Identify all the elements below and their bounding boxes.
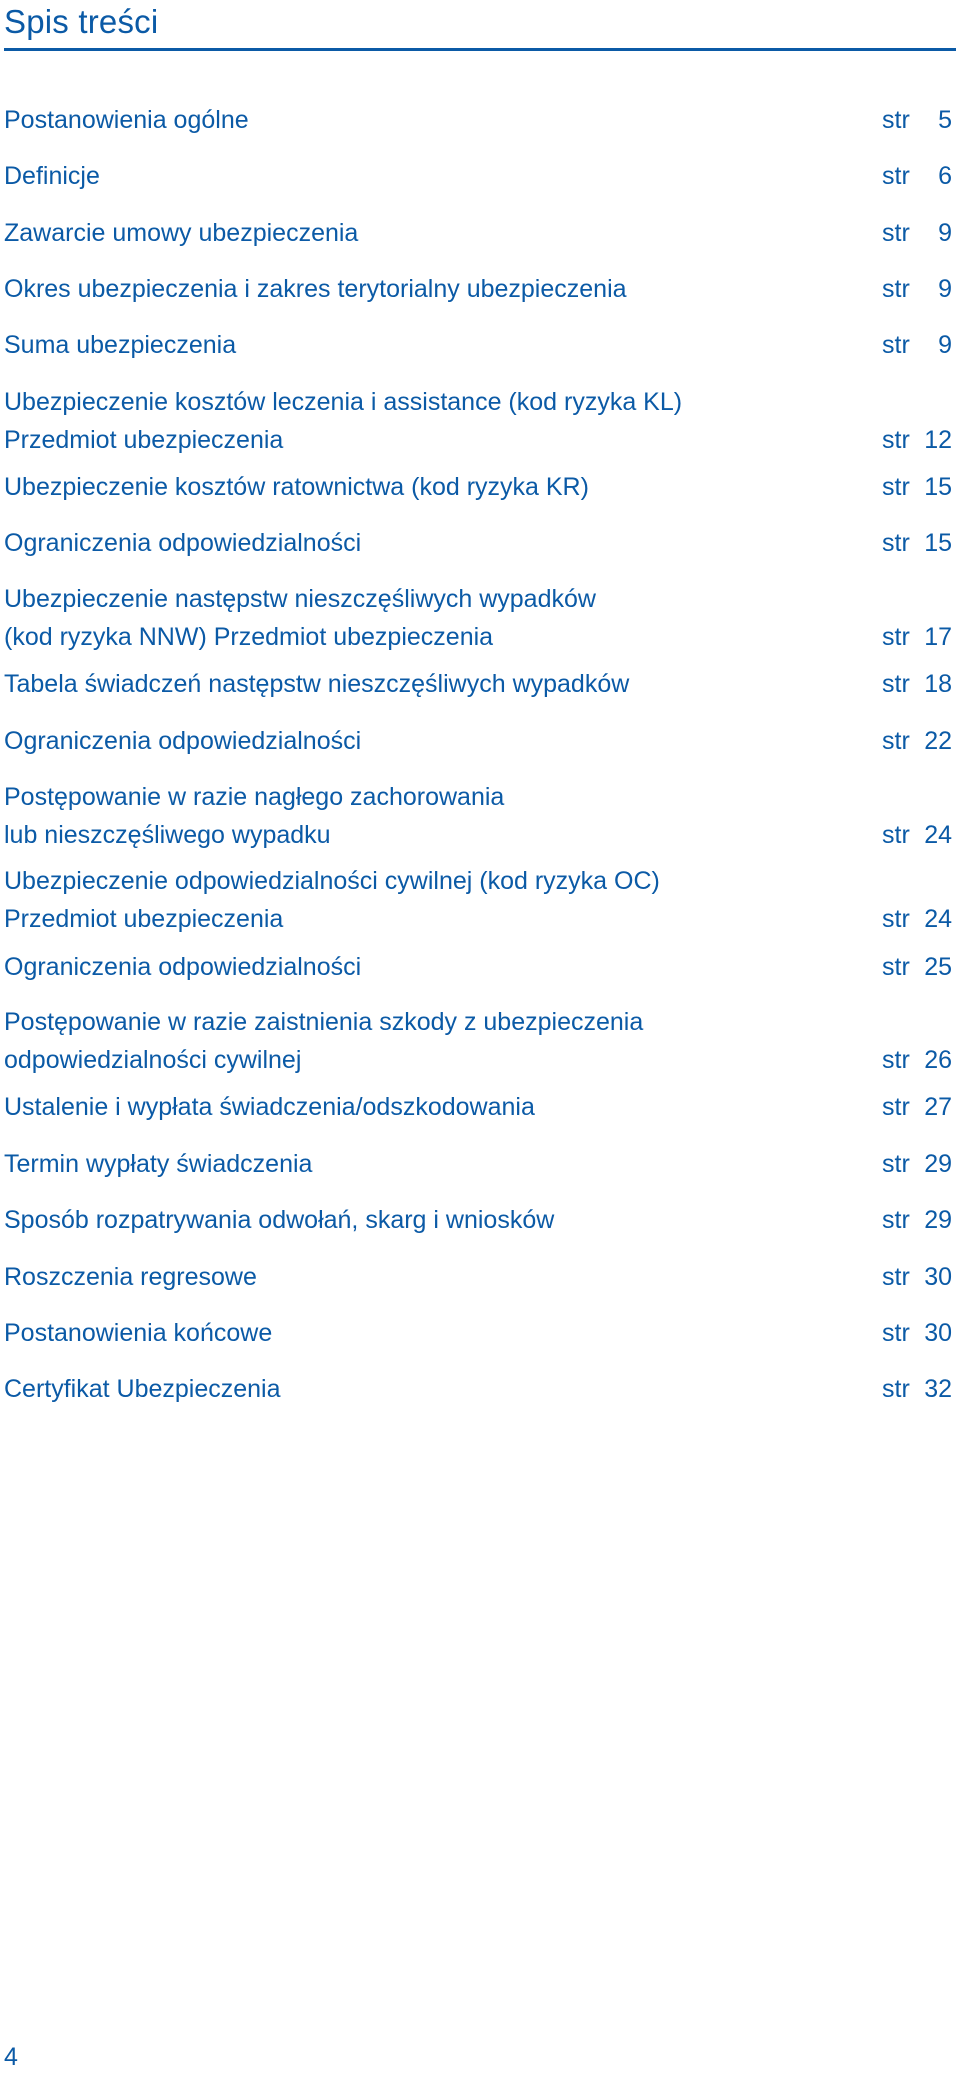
- toc-entry-page: [882, 1041, 952, 1079]
- toc-entry-page: [882, 1314, 952, 1352]
- page-reference-number: 18: [924, 670, 952, 698]
- toc-entry-page: [882, 101, 952, 139]
- toc-entry-title-line: odpowiedzialności cywilnej: [4, 1046, 302, 1074]
- toc-entry-title: [4, 1201, 554, 1239]
- page-reference-number: 22: [924, 727, 952, 755]
- page-reference-number: 30: [924, 1319, 952, 1347]
- toc-entry[interactable]: [4, 665, 952, 703]
- toc-entry-title: [4, 1370, 281, 1408]
- toc-entry[interactable]: [4, 214, 952, 252]
- toc-entry[interactable]: [4, 948, 952, 986]
- page-label: str: [882, 1046, 910, 1074]
- toc-entry-title-line: Ubezpieczenie kosztów ratownictwa (kod ryzyka KR): [4, 473, 589, 501]
- page-label: str: [882, 1150, 910, 1178]
- toc-entry[interactable]: [4, 157, 952, 195]
- toc-entry-page: [882, 1258, 952, 1296]
- toc-entry[interactable]: [4, 383, 952, 459]
- page-label: str: [882, 1263, 910, 1291]
- toc-entry[interactable]: [4, 1314, 952, 1352]
- toc-entry-page: [882, 722, 952, 760]
- toc-entry-page: [882, 1145, 952, 1183]
- page-label: str: [882, 1093, 910, 1121]
- page-label: str: [882, 1319, 910, 1347]
- toc-entry[interactable]: [4, 1003, 952, 1079]
- toc-entry[interactable]: [4, 326, 952, 364]
- page-label: str: [882, 953, 910, 981]
- toc-entry-title-line: Postanowienia ogólne: [4, 106, 249, 134]
- toc-entry-title: [4, 383, 682, 459]
- toc-entry-title-line: Postępowanie w razie zaistnienia szkody z ubezpieczenia: [4, 1008, 644, 1036]
- page-reference-number: 15: [924, 473, 952, 501]
- toc-entry-title: [4, 270, 627, 308]
- page-reference-number: 6: [938, 162, 952, 190]
- page-reference-number: 15: [924, 529, 952, 557]
- toc-entry-title-line: Zawarcie umowy ubezpieczenia: [4, 219, 359, 247]
- page-reference-number: 9: [938, 275, 952, 303]
- toc-entry-title-line: Postanowienia końcowe: [4, 1319, 273, 1347]
- toc-entry-page: [882, 524, 952, 562]
- toc-entry-page: [882, 948, 952, 986]
- page-reference-number: 5: [938, 106, 952, 134]
- page-label: str: [882, 275, 910, 303]
- toc-entry[interactable]: [4, 1145, 952, 1183]
- toc-entry[interactable]: [4, 1088, 952, 1126]
- toc-entry-title: [4, 580, 596, 656]
- toc-entry-title-line: Roszczenia regresowe: [4, 1263, 257, 1291]
- page-label: str: [882, 1206, 910, 1234]
- toc-entry[interactable]: [4, 722, 952, 760]
- toc-entry-page: [882, 1201, 952, 1239]
- toc-entry-title-line: Ustalenie i wypłata świadczenia/odszkodowania: [4, 1093, 535, 1121]
- toc-entry-title: [4, 1003, 643, 1079]
- page-title: Spis treści: [4, 3, 159, 40]
- toc-entry-title: [4, 665, 629, 703]
- page-reference-number: 17: [924, 623, 952, 651]
- toc-entry-title: [4, 948, 361, 986]
- toc-entry-title-line: Ubezpieczenie kosztów leczenia i assistance (kod ryzyka KL): [4, 388, 683, 416]
- toc-entry-title: [4, 1258, 257, 1296]
- toc-entry-title-line: Ograniczenia odpowiedzialności: [4, 953, 362, 981]
- toc-entry-page: [882, 468, 952, 506]
- page-label: str: [882, 219, 910, 247]
- toc-entry[interactable]: [4, 101, 952, 139]
- toc-entry[interactable]: [4, 862, 952, 938]
- page-label: str: [882, 331, 910, 359]
- toc-entry-page: [882, 326, 952, 364]
- page-label: str: [882, 821, 910, 849]
- toc-entry[interactable]: [4, 524, 952, 562]
- page-reference-number: 27: [924, 1093, 952, 1121]
- page-label: str: [882, 426, 910, 454]
- toc-entry-title: [4, 778, 504, 854]
- toc-entry-title-line: lub nieszczęśliwego wypadku: [4, 821, 331, 849]
- toc-entry-title-line: Postępowanie w razie nagłego zachorowania: [4, 783, 505, 811]
- toc-entry-title-line: Suma ubezpieczenia: [4, 331, 237, 359]
- toc-entry-title: [4, 862, 660, 938]
- toc-entry-page: [882, 665, 952, 703]
- toc-entry-title-line: Ubezpieczenie następstw nieszczęśliwych wypadków: [4, 585, 596, 613]
- toc-entry-page: [882, 157, 952, 195]
- toc-entry-title-line: Ubezpieczenie odpowiedzialności cywilnej (kod ryzyka OC): [4, 867, 660, 895]
- toc-entry-title: [4, 1088, 535, 1126]
- toc-entry-page: [882, 270, 952, 308]
- toc-entry[interactable]: [4, 580, 952, 656]
- toc-entry-page: [882, 214, 952, 252]
- page-reference-number: 12: [924, 426, 952, 454]
- toc-entry-page: [882, 900, 952, 938]
- page-label: str: [882, 473, 910, 501]
- toc-entry[interactable]: [4, 468, 952, 506]
- toc-entry[interactable]: [4, 270, 952, 308]
- page-reference-number: 25: [924, 953, 952, 981]
- page-reference-number: 9: [938, 331, 952, 359]
- page-reference-number: 24: [924, 821, 952, 849]
- toc-entry-title-line: Termin wypłaty świadczenia: [4, 1150, 313, 1178]
- toc-entry-title: [4, 1145, 312, 1183]
- toc-entry-title-line: Przedmiot ubezpieczenia: [4, 905, 284, 933]
- toc-entry-page: [882, 1370, 952, 1408]
- toc-entry-page: [882, 816, 952, 854]
- toc-entry-page: [882, 421, 952, 459]
- page-reference-number: 29: [924, 1150, 952, 1178]
- toc-entry-title: [4, 1314, 272, 1352]
- page-reference-number: 26: [924, 1046, 952, 1074]
- toc-entry-title-line: Okres ubezpieczenia i zakres terytorialny ubezpieczenia: [4, 275, 627, 303]
- toc-entry-title: [4, 468, 589, 506]
- page-reference-number: 24: [924, 905, 952, 933]
- page-label: str: [882, 623, 910, 651]
- toc-entry-page: [882, 1088, 952, 1126]
- toc-entry-title: [4, 101, 249, 139]
- toc-entry[interactable]: [4, 1258, 952, 1296]
- page-label: str: [882, 162, 910, 190]
- toc-entry[interactable]: [4, 1201, 952, 1239]
- toc-entry-title-line: (kod ryzyka NNW) Przedmiot ubezpieczenia: [4, 623, 494, 651]
- page-label: str: [882, 106, 910, 134]
- toc-entry-title-line: Certyfikat Ubezpieczenia: [4, 1375, 281, 1403]
- toc-entry[interactable]: [4, 1370, 952, 1408]
- toc-entry-title: [4, 214, 358, 252]
- toc-entry[interactable]: [4, 778, 952, 854]
- page-reference-number: 9: [938, 219, 952, 247]
- toc-entry-title-line: Tabela świadczeń następstw nieszczęśliwych wypadków: [4, 670, 630, 698]
- page-label: str: [882, 670, 910, 698]
- page-reference-number: 32: [924, 1375, 952, 1403]
- page-label: str: [882, 529, 910, 557]
- toc-entry-title-line: Ograniczenia odpowiedzialności: [4, 529, 362, 557]
- page-label: str: [882, 905, 910, 933]
- toc-entry-title: [4, 722, 361, 760]
- page-number: 4: [4, 2043, 18, 2071]
- toc-entry-title-line: Przedmiot ubezpieczenia: [4, 426, 284, 454]
- page-reference-number: 29: [924, 1206, 952, 1234]
- toc-entry-page: [882, 618, 952, 656]
- toc-entry-title-line: Definicje: [4, 162, 100, 190]
- toc-entry-title-line: Ograniczenia odpowiedzialności: [4, 727, 362, 755]
- toc-entry-title: [4, 326, 236, 364]
- toc-entry-title: [4, 157, 100, 195]
- toc-entry-title: [4, 524, 361, 562]
- page-label: str: [882, 727, 910, 755]
- page-label: str: [882, 1375, 910, 1403]
- page-reference-number: 30: [924, 1263, 952, 1291]
- toc-entry-title-line: Sposób rozpatrywania odwołań, skarg i wniosków: [4, 1206, 555, 1234]
